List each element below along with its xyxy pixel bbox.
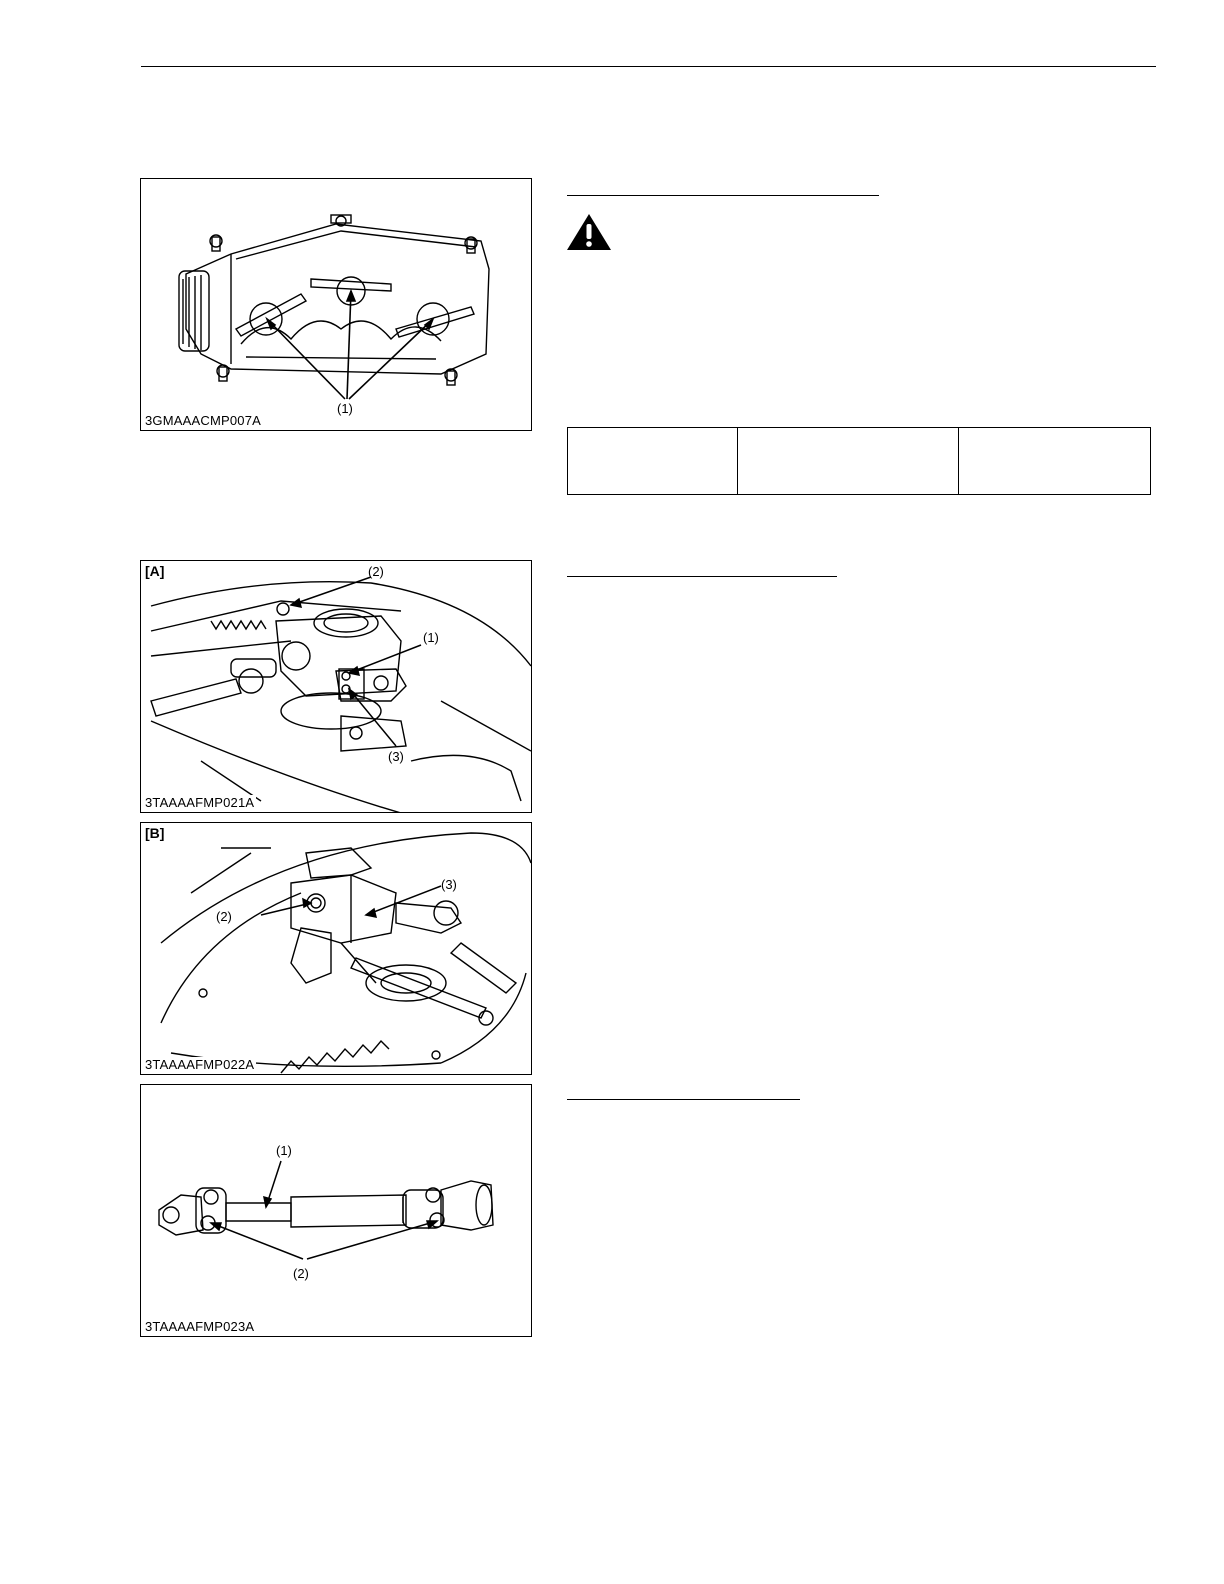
spec-table — [567, 427, 1151, 495]
section-heading-rule-3 — [567, 1099, 800, 1100]
spec-cell-2 — [738, 428, 959, 495]
figure-code: 3TAAAAFMP021A — [145, 795, 255, 810]
callout-1: (1) — [423, 630, 439, 645]
mower-deck-underside-drawing — [141, 179, 532, 431]
figure-gearbox-view-a — [140, 560, 532, 813]
callout-2: (2) — [293, 1266, 309, 1281]
caution-triangle-icon — [565, 212, 613, 257]
callout-3: (3) — [388, 749, 404, 764]
callout-3: (3) — [441, 877, 457, 892]
section-heading-rule-2 — [567, 576, 837, 577]
spec-cell-1 — [568, 428, 738, 495]
callout-2: (2) — [216, 909, 232, 924]
gearbox-view-b-drawing — [141, 823, 532, 1075]
drive-shaft-drawing — [141, 1085, 532, 1337]
section-heading-rule-1 — [567, 195, 879, 196]
figure-code: 3GMAAACMP007A — [145, 413, 262, 428]
spec-cell-3 — [959, 428, 1151, 495]
figure-drive-shaft — [140, 1084, 532, 1337]
view-label: [A] — [145, 563, 165, 579]
gearbox-view-a-drawing — [141, 561, 532, 813]
figure-code: 3TAAAAFMP022A — [145, 1057, 255, 1072]
callout-1: (1) — [276, 1143, 292, 1158]
callout-1: (1) — [337, 401, 353, 416]
figure-gearbox-view-b — [140, 822, 532, 1075]
figure-code: 3TAAAAFMP023A — [145, 1319, 255, 1334]
callout-2: (2) — [368, 564, 384, 579]
header-rule — [141, 66, 1156, 67]
figure-mower-deck-blades — [140, 178, 532, 431]
view-label: [B] — [145, 825, 165, 841]
